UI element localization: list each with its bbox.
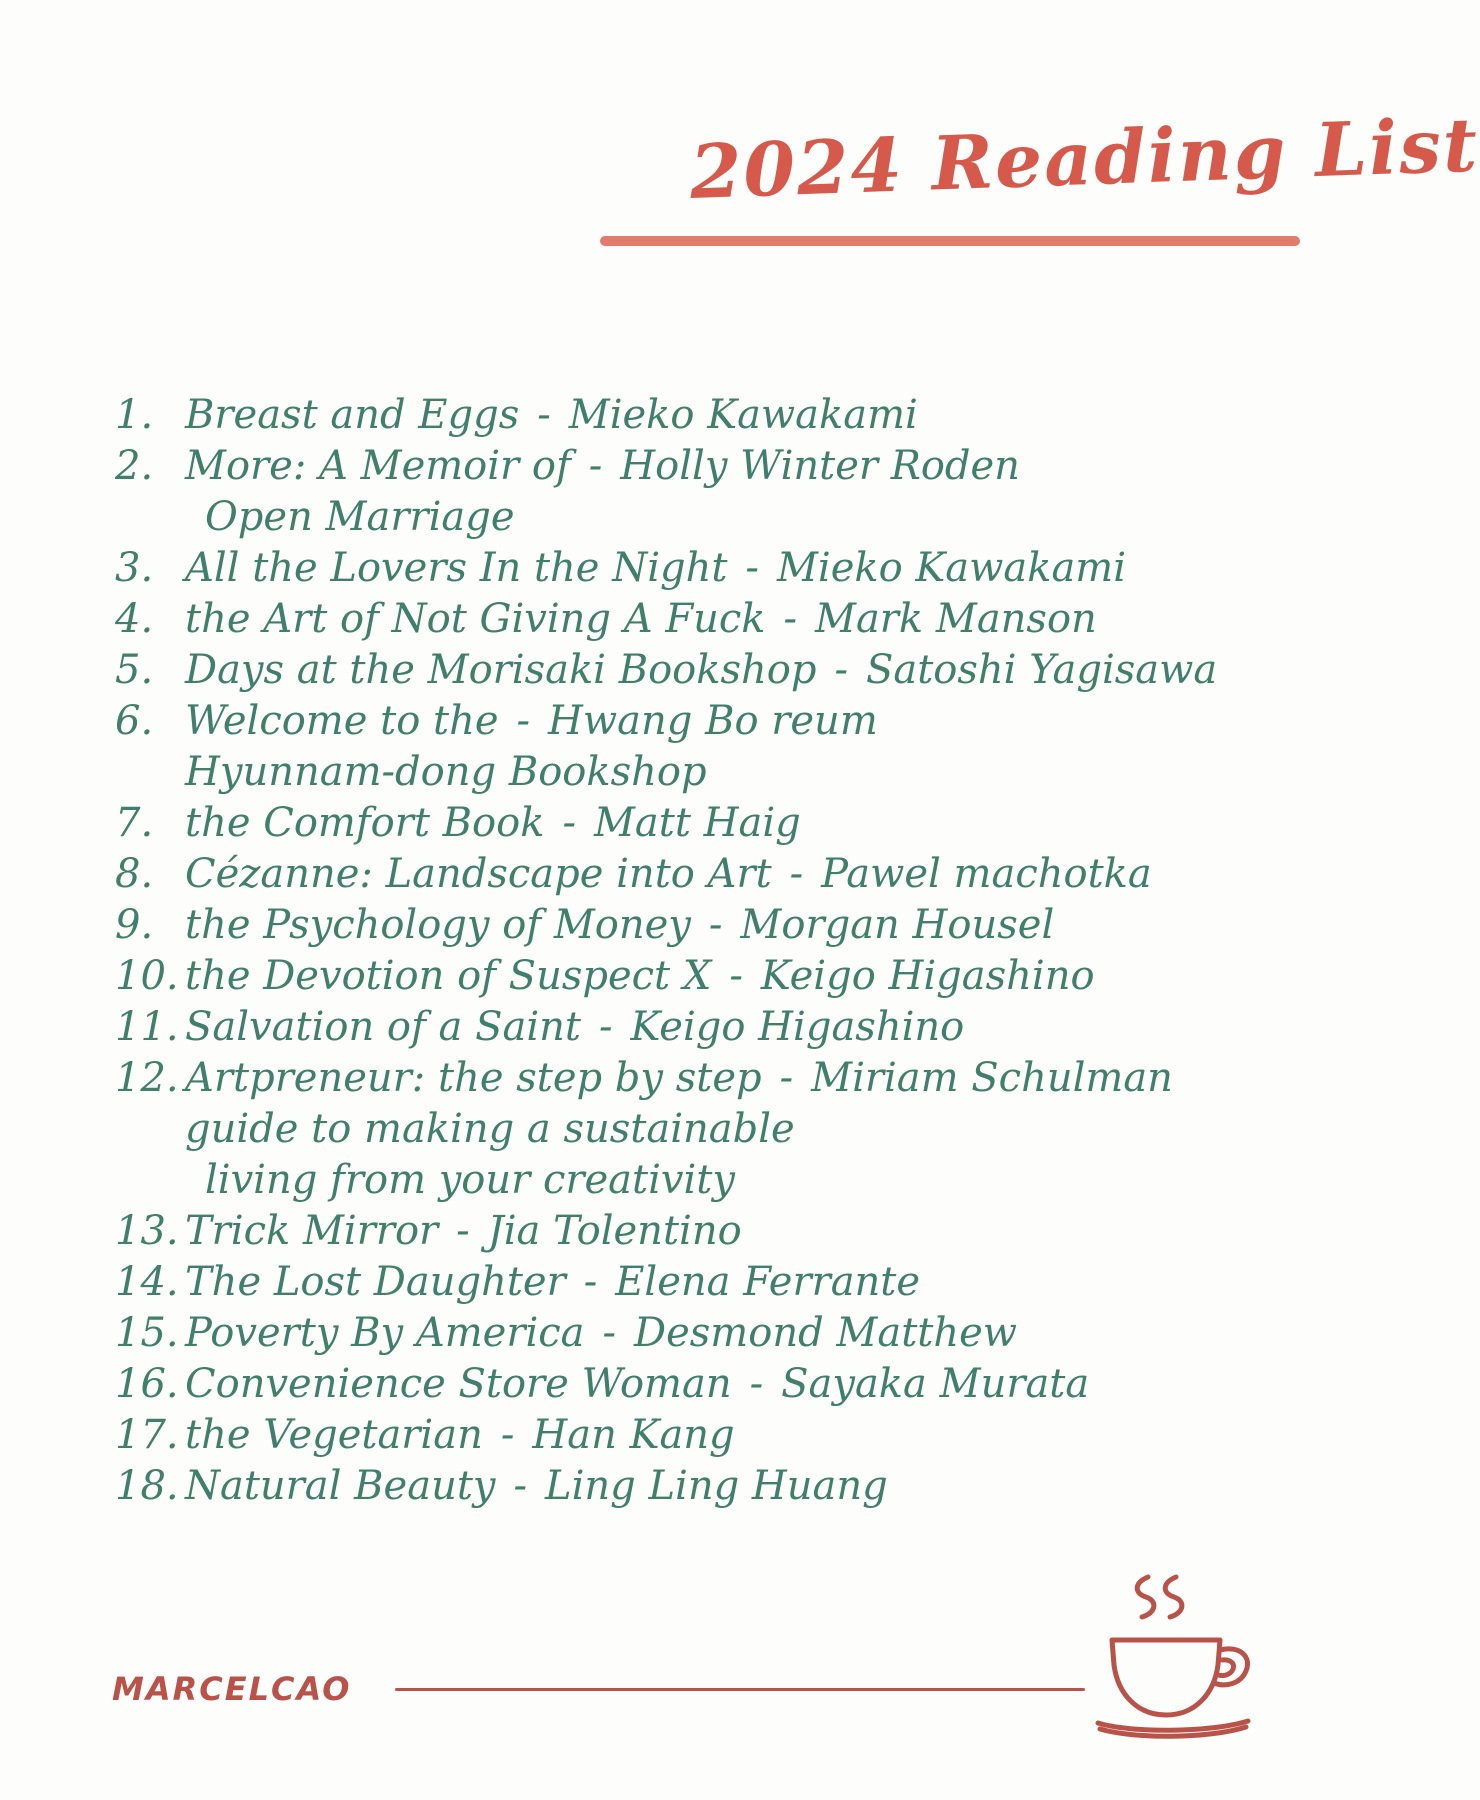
separator: - (456, 1208, 470, 1254)
book-author: Desmond Matthew (634, 1310, 1018, 1356)
book-title: All the Lovers In the Night (185, 545, 728, 591)
separator: - (602, 1310, 617, 1356)
item-number: 15. (115, 1310, 179, 1356)
book-title: Trick Mirror (185, 1208, 439, 1254)
book-title-continued: Open Marriage (205, 494, 515, 540)
book-title: the Psychology of Money (185, 902, 691, 948)
list-item (115, 1002, 1255, 1053)
page-title: 2024 Reading List (688, 102, 1480, 216)
item-number: 4. (115, 596, 154, 642)
separator: - (749, 1361, 764, 1407)
list-item (115, 441, 1255, 543)
separator: - (708, 902, 723, 948)
book-author: Mieko Kawakami (776, 545, 1127, 591)
separator: - (729, 953, 743, 999)
list-item (115, 1257, 1255, 1308)
book-author: Miriam Schulman (811, 1055, 1173, 1101)
separator: - (562, 800, 576, 846)
list-item (115, 1359, 1255, 1410)
list-item (115, 645, 1255, 696)
item-number: 12. (115, 1055, 179, 1101)
list-item (115, 900, 1255, 951)
item-number: 2. (115, 443, 154, 489)
list-item (115, 951, 1255, 1002)
list-item (115, 849, 1255, 900)
book-title: the Vegetarian (185, 1412, 483, 1458)
item-number: 18. (115, 1463, 179, 1509)
separator: - (516, 698, 531, 744)
book-title: Salvation of a Saint (185, 1004, 581, 1050)
book-author: Keigo Higashino (630, 1004, 965, 1050)
book-author: Satoshi Yagisawa (865, 647, 1218, 693)
book-title: Days at the Morisaki Bookshop (185, 647, 817, 693)
book-title-continued: living from your creativity (205, 1157, 735, 1203)
book-author: Holly Winter Roden (620, 443, 1020, 489)
footer-divider (395, 1688, 1085, 1691)
book-title: Artpreneur: the step by step (185, 1055, 762, 1101)
book-title: More: A Memoir of (185, 443, 571, 489)
list-item (115, 696, 1255, 798)
list-item (115, 390, 1255, 441)
separator: - (513, 1463, 528, 1509)
separator: - (745, 545, 759, 591)
item-number: 11. (115, 1004, 179, 1050)
signature: MARCELCAO (112, 1670, 352, 1708)
book-author: Elena Ferrante (615, 1259, 921, 1305)
book-title: Breast and Eggs (185, 392, 520, 438)
separator: - (588, 443, 603, 489)
book-title: Convenience Store Woman (185, 1361, 732, 1407)
book-title: Cézanne: Landscape into Art (185, 851, 772, 897)
list-item (115, 798, 1255, 849)
separator: - (789, 851, 804, 897)
item-number: 9. (115, 902, 154, 948)
book-author: Ling Ling Huang (545, 1463, 888, 1509)
title-underline (600, 236, 1300, 246)
book-author: Mark Manson (814, 596, 1097, 642)
list-item (115, 1206, 1255, 1257)
separator: - (834, 647, 848, 693)
separator: - (583, 1259, 598, 1305)
book-title: the Comfort Book (185, 800, 545, 846)
book-author: Jia Tolentino (487, 1208, 742, 1254)
book-title: the Art of Not Giving A Fuck (185, 596, 766, 642)
book-author: Han Kang (532, 1412, 735, 1458)
item-number: 6. (115, 698, 154, 744)
book-title: Poverty By America (185, 1310, 585, 1356)
book-title: Natural Beauty (185, 1463, 496, 1509)
list-item (115, 1308, 1255, 1359)
item-number: 17. (115, 1412, 179, 1458)
book-list (115, 390, 1255, 1512)
book-title: the Devotion of Suspect X (185, 953, 712, 999)
item-number: 13. (115, 1208, 179, 1254)
item-number: 5. (115, 647, 154, 693)
book-author: Morgan Housel (740, 902, 1055, 948)
item-number: 8. (115, 851, 154, 897)
separator: - (537, 392, 551, 438)
coffee-cup-icon (1090, 1565, 1270, 1740)
list-item (115, 594, 1255, 645)
item-number: 14. (115, 1259, 179, 1305)
item-number: 7. (115, 800, 154, 846)
item-number: 3. (115, 545, 154, 591)
list-item (115, 1053, 1255, 1206)
separator: - (779, 1055, 794, 1101)
book-author: Pawel machotka (821, 851, 1152, 897)
book-author: Matt Haig (593, 800, 801, 846)
item-number: 1. (115, 392, 154, 438)
book-author: Keigo Higashino (760, 953, 1095, 999)
book-author: Sayaka Murata (781, 1361, 1090, 1407)
book-title: The Lost Daughter (185, 1259, 566, 1305)
book-author: Mieko Kawakami (568, 392, 918, 438)
separator: - (598, 1004, 613, 1050)
separator: - (783, 596, 797, 642)
book-title-continued: Hyunnam-dong Bookshop (185, 749, 707, 795)
separator: - (500, 1412, 515, 1458)
list-item (115, 1461, 1255, 1512)
book-author: Hwang Bo reum (548, 698, 878, 744)
item-number: 10. (115, 953, 179, 999)
item-number: 16. (115, 1361, 179, 1407)
book-title: Welcome to the (185, 698, 499, 744)
list-item (115, 1410, 1255, 1461)
book-title-continued: guide to making a sustainable (185, 1106, 795, 1152)
list-item (115, 543, 1255, 594)
